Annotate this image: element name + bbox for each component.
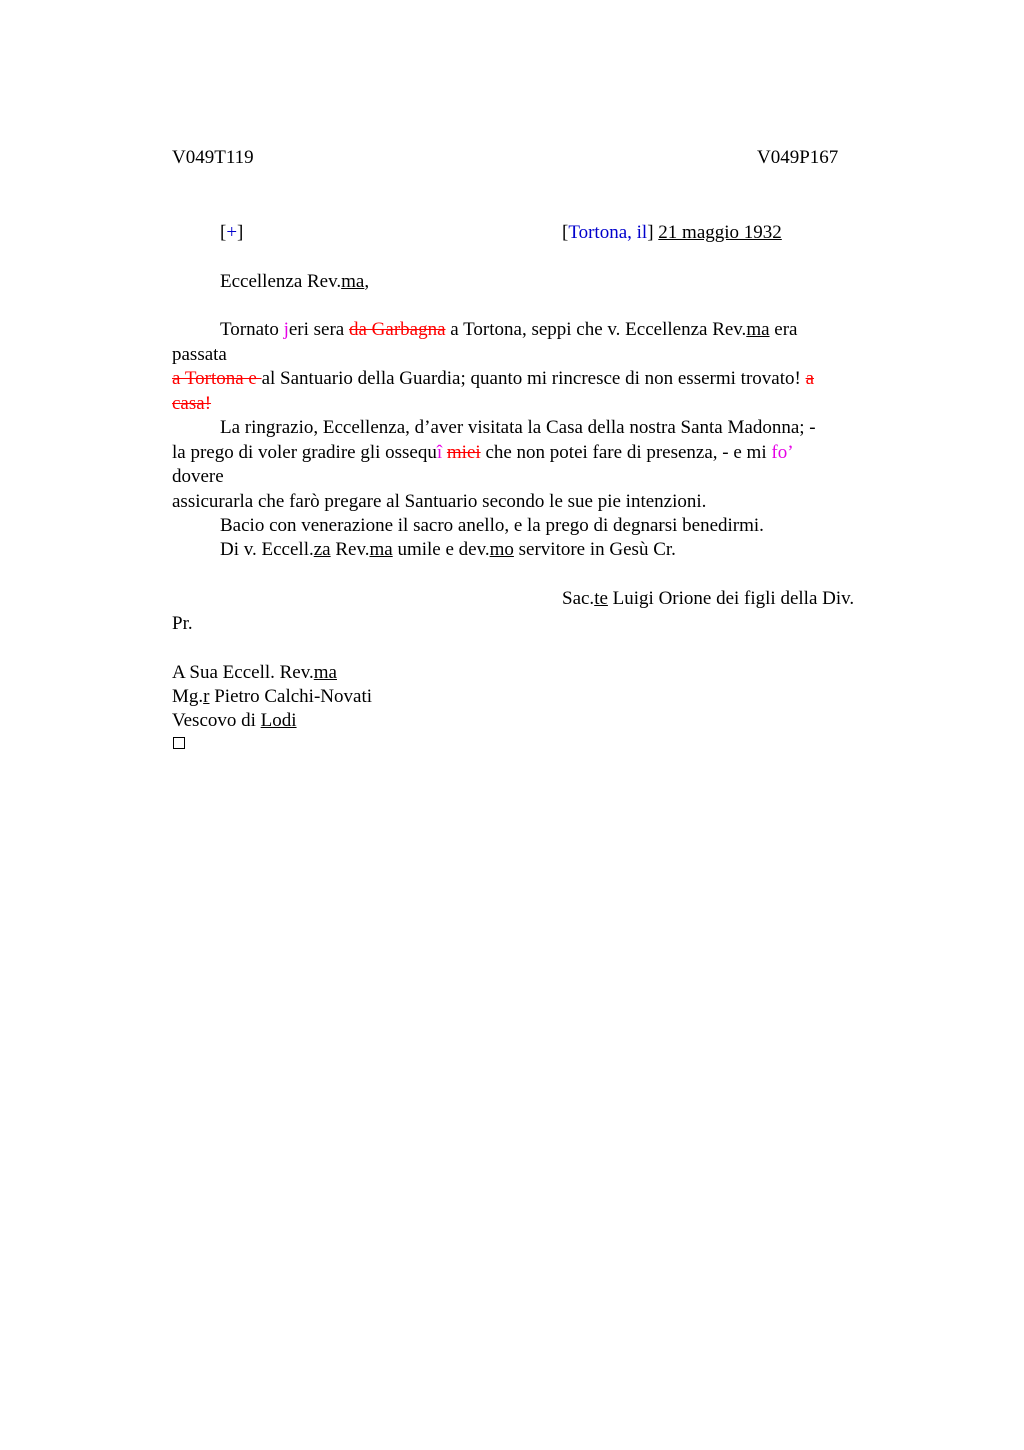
salutation bbox=[220, 271, 369, 293]
text-run: umile e dev. bbox=[392, 539, 490, 560]
body-line: passata bbox=[172, 344, 227, 365]
dateline-date: 21 maggio 1932 bbox=[658, 222, 782, 243]
text-run: Luigi Orione dei figli della Div. bbox=[607, 588, 855, 609]
deleted-text: da Garbagna bbox=[349, 319, 446, 340]
text-run: Sac. bbox=[562, 588, 595, 609]
bracket: ] bbox=[237, 222, 244, 243]
address-place: Lodi bbox=[260, 710, 297, 731]
text-run: Rev. bbox=[330, 539, 370, 560]
text-run: Di v. Eccell. bbox=[220, 539, 314, 560]
deleted-text: miei bbox=[446, 442, 481, 463]
text-run: a Tortona, seppi che v. Eccellenza Rev. bbox=[445, 319, 747, 340]
abbreviation: ma bbox=[313, 662, 337, 683]
deleted-text: casa! bbox=[172, 393, 212, 414]
text-run: che non potei fare di presenza, - e mi bbox=[480, 442, 772, 463]
text-run: A Sua Eccell. Rev. bbox=[172, 662, 314, 683]
body-line: La ringrazio, Eccellenza, d’aver visitata la Casa della nostra Santa Madonna; - bbox=[220, 417, 816, 438]
bracket: [ bbox=[220, 222, 227, 243]
text-run: al Santuario della Guardia; quanto mi rincresce di non essermi trovato! bbox=[261, 368, 806, 389]
box-symbol bbox=[173, 737, 185, 749]
abbreviation: te bbox=[594, 588, 608, 609]
abbreviation: ma bbox=[341, 271, 365, 292]
body-line: Bacio con venerazione il sacro anello, e la prego di degnarsi benedirmi. bbox=[220, 515, 764, 536]
cross-mark bbox=[220, 222, 243, 244]
body-line: assicurarla che farò pregare al Santuario secondo le sue pie intenzioni. bbox=[172, 491, 707, 512]
address-line bbox=[172, 686, 372, 708]
abbreviation: r bbox=[203, 686, 210, 707]
abbreviation: ma bbox=[746, 319, 770, 340]
bracket: [ bbox=[562, 222, 569, 243]
closing-line bbox=[220, 539, 676, 561]
address-line bbox=[172, 662, 337, 684]
signature-continuation: Pr. bbox=[172, 613, 193, 634]
signature bbox=[562, 588, 854, 610]
text-run: Tornato bbox=[220, 319, 284, 340]
body-line bbox=[172, 393, 211, 415]
text-run: Pietro Calchi-Novati bbox=[209, 686, 373, 707]
text-run: Mg. bbox=[172, 686, 204, 707]
abbreviation: za bbox=[313, 539, 331, 560]
punctuation: , bbox=[364, 271, 370, 292]
abbreviation: ma bbox=[369, 539, 393, 560]
text-run: Vescovo di bbox=[172, 710, 261, 731]
salutation-text: Eccellenza Rev. bbox=[220, 271, 342, 292]
body-line bbox=[172, 368, 814, 390]
body-line bbox=[220, 319, 797, 341]
text-run: eri sera bbox=[288, 319, 349, 340]
text-run: era bbox=[769, 319, 798, 340]
inserted-text: j bbox=[283, 319, 289, 340]
cross-symbol: + bbox=[226, 222, 238, 243]
bracket: ] bbox=[647, 222, 654, 243]
abbreviation: mo bbox=[489, 539, 514, 560]
deleted-text: a bbox=[805, 368, 814, 389]
dateline-place: Tortona, il bbox=[568, 222, 648, 243]
inserted-text: î bbox=[436, 442, 443, 463]
document-code-left: V049T119 bbox=[172, 147, 254, 168]
body-line bbox=[172, 442, 794, 464]
address-line bbox=[172, 710, 297, 732]
deleted-text: a Tortona e bbox=[172, 368, 262, 389]
document-code-right: V049P167 bbox=[757, 147, 839, 168]
body-line: dovere bbox=[172, 466, 224, 487]
inserted-text: fo’ bbox=[771, 442, 794, 463]
text-run: servitore in Gesù Cr. bbox=[513, 539, 676, 560]
text-run: la prego di voler gradire gli ossequ bbox=[172, 442, 437, 463]
dateline bbox=[562, 222, 782, 244]
